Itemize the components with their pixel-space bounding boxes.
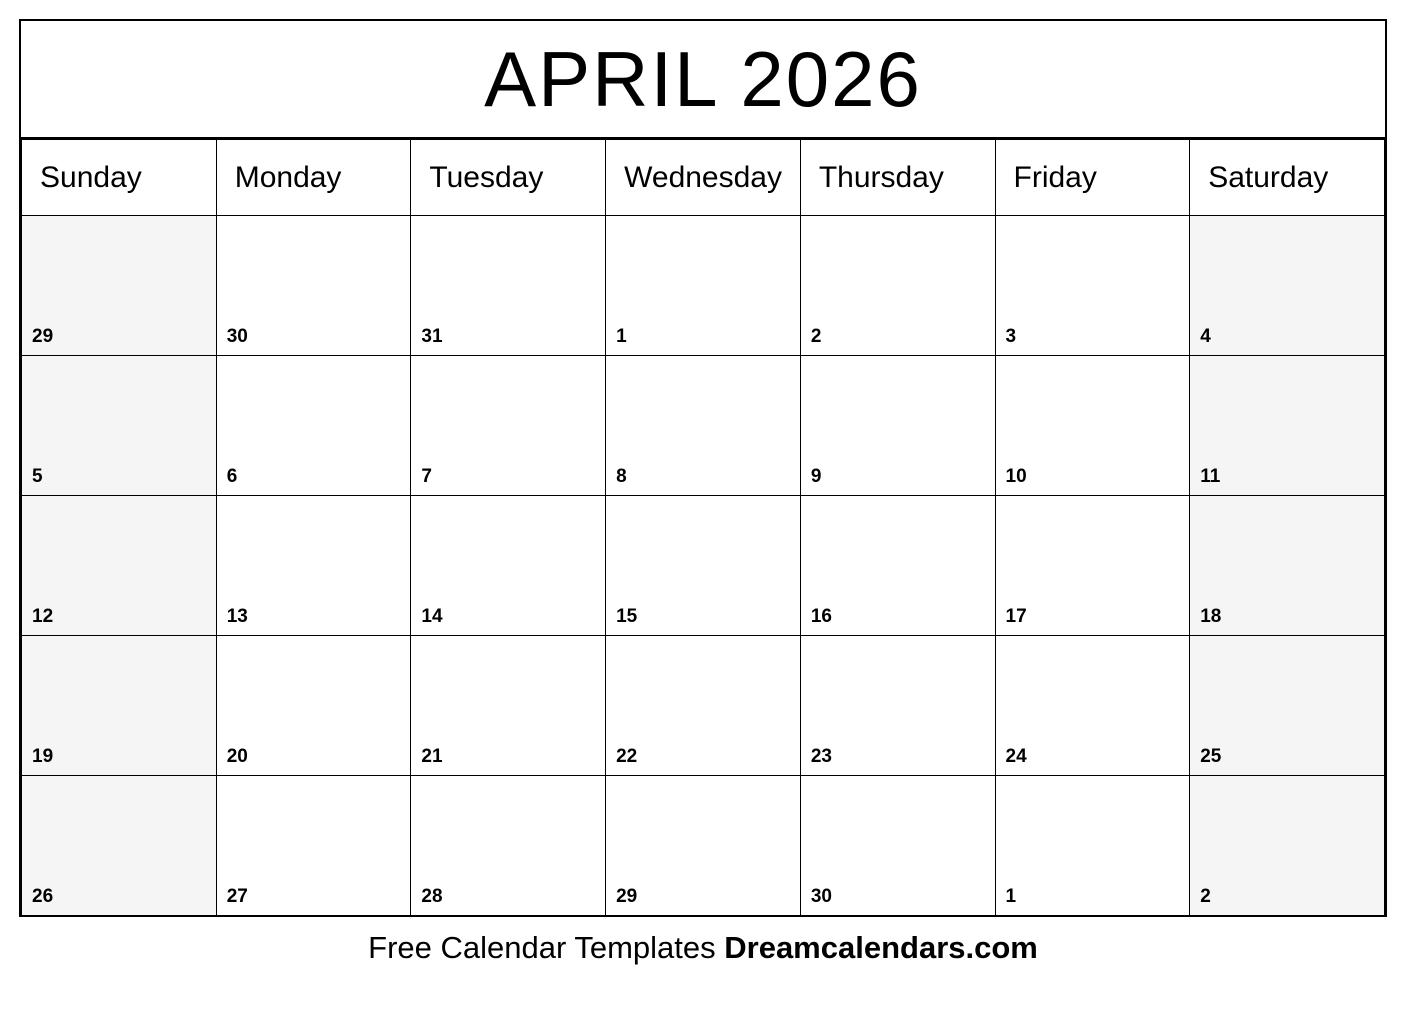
day-number: 7	[421, 466, 432, 487]
calendar-day-cell[interactable]	[606, 776, 801, 916]
weekday-header-saturday: Saturday	[1190, 140, 1385, 216]
day-number: 12	[32, 606, 54, 627]
day-number: 2	[810, 326, 822, 347]
day-number: 30	[810, 886, 832, 907]
calendar-day-cell[interactable]	[22, 496, 217, 636]
day-number: 14	[421, 606, 443, 627]
day-number: 19	[32, 746, 54, 767]
calendar-day-cell[interactable]	[216, 496, 411, 636]
calendar-day-cell[interactable]	[995, 636, 1190, 776]
calendar-day-cell[interactable]	[800, 636, 995, 776]
weekday-header-monday: Monday	[216, 140, 411, 216]
page-title: APRIL 2026	[484, 35, 922, 123]
calendar-grid	[21, 139, 1385, 916]
calendar-day-cell[interactable]	[1190, 216, 1385, 356]
calendar-day-cell[interactable]	[995, 776, 1190, 916]
calendar-week-row	[22, 636, 1385, 776]
day-number: 28	[421, 886, 443, 907]
day-number: 17	[1005, 606, 1027, 627]
calendar-container	[19, 19, 1387, 917]
day-number: 1	[1005, 886, 1017, 907]
calendar-day-cell[interactable]	[216, 216, 411, 356]
footer-brand: Dreamcalendars.com	[724, 930, 1038, 965]
calendar-day-cell[interactable]	[995, 216, 1190, 356]
calendar-day-cell[interactable]	[606, 216, 801, 356]
day-number: 10	[1005, 466, 1027, 487]
day-number: 3	[1005, 326, 1017, 347]
day-number: 16	[810, 606, 832, 627]
calendar-day-cell[interactable]	[411, 216, 606, 356]
calendar-day-cell[interactable]	[216, 776, 411, 916]
weekday-header-thursday: Thursday	[800, 140, 995, 216]
day-number: 6	[226, 466, 238, 487]
calendar-day-cell[interactable]	[606, 636, 801, 776]
day-number: 20	[226, 746, 248, 767]
calendar-day-cell[interactable]	[411, 636, 606, 776]
calendar-day-cell[interactable]	[411, 776, 606, 916]
calendar-day-cell[interactable]	[800, 216, 995, 356]
calendar-day-cell[interactable]	[216, 636, 411, 776]
calendar-day-cell[interactable]	[1190, 496, 1385, 636]
calendar-week-row	[22, 356, 1385, 496]
weekday-header-tuesday: Tuesday	[411, 140, 606, 216]
calendar-day-cell[interactable]	[22, 216, 217, 356]
calendar-day-cell[interactable]	[22, 636, 217, 776]
day-number: 1	[616, 326, 627, 347]
calendar-day-cell[interactable]	[1190, 776, 1385, 916]
weekday-header-row	[22, 140, 1385, 216]
calendar-day-cell[interactable]	[606, 356, 801, 496]
day-number: 2	[1200, 886, 1211, 907]
day-number: 22	[616, 746, 638, 767]
calendar-week-row	[22, 776, 1385, 916]
day-number: 5	[32, 466, 43, 487]
day-number: 27	[226, 886, 248, 907]
calendar-day-cell[interactable]	[411, 496, 606, 636]
day-number: 8	[616, 466, 627, 487]
day-number: 23	[810, 746, 832, 767]
day-number: 11	[1200, 466, 1221, 487]
day-number: 4	[1200, 326, 1211, 347]
footer-text: Free Calendar Templates	[368, 930, 725, 965]
calendar-day-cell[interactable]	[800, 496, 995, 636]
calendar-day-cell[interactable]	[22, 356, 217, 496]
calendar-day-cell[interactable]	[411, 356, 606, 496]
weekday-header-friday: Friday	[995, 140, 1190, 216]
day-number: 29	[32, 326, 54, 347]
day-number: 30	[226, 326, 248, 347]
calendar-day-cell[interactable]	[995, 356, 1190, 496]
calendar-day-cell[interactable]	[1190, 356, 1385, 496]
calendar-day-cell[interactable]	[606, 496, 801, 636]
calendar-day-cell[interactable]	[800, 776, 995, 916]
day-number: 9	[810, 466, 822, 487]
day-number: 24	[1005, 746, 1027, 767]
day-number: 29	[616, 886, 638, 907]
day-number: 15	[616, 606, 638, 627]
day-number: 31	[421, 326, 443, 347]
calendar-day-cell[interactable]	[995, 496, 1190, 636]
day-number: 26	[32, 886, 54, 907]
day-number: 21	[421, 746, 443, 767]
weekday-header-wednesday: Wednesday	[606, 140, 801, 216]
day-number: 13	[226, 606, 248, 627]
calendar-week-row	[22, 496, 1385, 636]
day-number: 18	[1200, 606, 1222, 627]
weekday-header-sunday: Sunday	[22, 140, 217, 216]
footer	[0, 932, 1406, 963]
calendar-week-row	[22, 216, 1385, 356]
day-number: 25	[1200, 746, 1222, 767]
calendar-day-cell[interactable]	[1190, 636, 1385, 776]
calendar-day-cell[interactable]	[22, 776, 217, 916]
calendar-day-cell[interactable]	[216, 356, 411, 496]
calendar-day-cell[interactable]	[800, 356, 995, 496]
calendar-title-bar	[21, 21, 1385, 139]
